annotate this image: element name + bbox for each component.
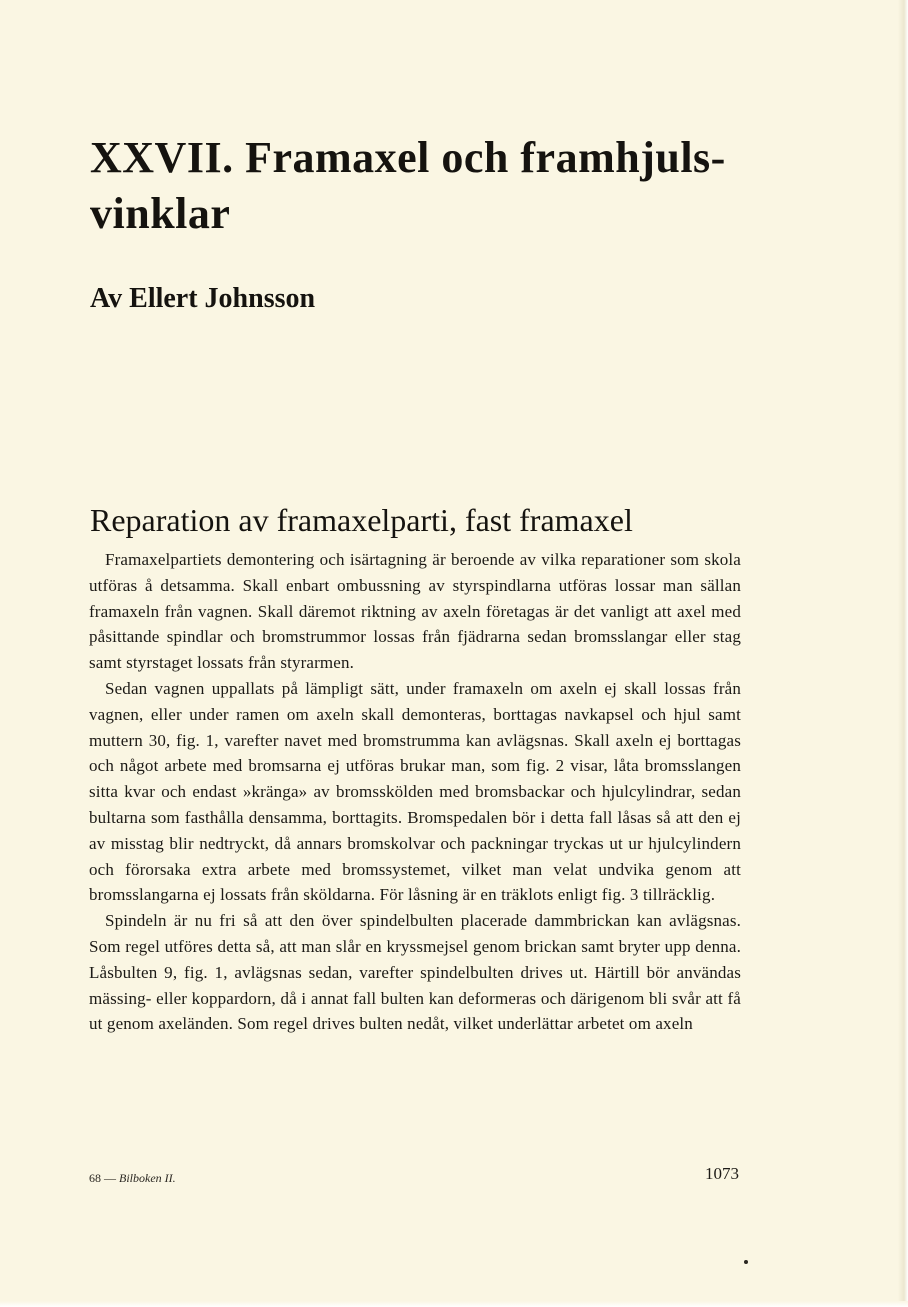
chapter-title: XXVII. Framaxel och framhjuls-vinklar [90,133,726,238]
section-heading: Reparation av framaxelparti, fast framaxel [90,502,633,538]
page-edge [898,0,908,1307]
body-text [89,547,741,1037]
page-number: 1073 [705,1164,739,1183]
paragraph-2: Sedan vagnen uppallats på lämpligt sätt, under framaxeln om axeln ej skall lossas från vagnen, eller under ramen om axeln skall demonteras, borttagas navkapsel och hjul samt muttern 30, fig. 1, varefter navet med bromstrumma kan avlägsnas. Skall axeln ej borttagas och något arbete med bromsarna ej utföras brukar man, som fig. 2 visar, låta bromsslangen sitta kvar och endast »kränga» av bromsskölden med bromsbackar och hjulcylindrar, sedan bultarna som fasthålla densamma, borttagits. Bromspedalen bör i detta fall låsas så att den ej av misstag blir nedtryckt, då annars bromskolvar och packningar tryckas ut ur hjulcylindern och förorsaka extra arbete med bromssystemet, vilket man velat undvika genom att bromsslangarna ej lossats från sköldarna. För låsning är en träklots enligt fig. 3 tillräcklig. [89,678,741,905]
ink-speck [744,1260,748,1264]
footer-signature [89,1170,176,1186]
page-bottom-edge [0,1301,908,1307]
series-title: Bilboken II. [119,1171,176,1185]
author-byline: Av Ellert Johnsson [90,283,316,314]
footer-dash: — [101,1171,119,1185]
sheet-number: 68 [89,1171,101,1185]
paragraph-3: Spindeln är nu fri så att den över spindelbulten placerade dammbrickan kan avlägsnas. Som regel utföres detta så, att man slår en kryssmejsel genom brickan samt bryter upp denna. Låsbulten 9, fig. 1, avlägsnas sedan, varefter spindelbulten drives ut. Härtill bör användas mässing- eller koppardorn, då i annat fall bulten kan deformeras och därigenom bli svår att få ut genom axeländen. Som regel drives bulten nedåt, vilket underlättar arbetet om axeln [89,911,741,1034]
paragraph-1: Framaxelpartiets demontering och isärtagning är beroende av vilka reparationer som skola utföras å detsamma. Skall enbart ombussning av styrspindlarna utföras lossar man sällan framaxeln från vagnen. Skall däremot riktning av axeln företagas är det vanligt att axel med påsittande spindlar och bromstrummor lossas från fjädrarna sedan bromsslangar eller stag samt styrstaget lossats från styrarmen. [89,550,741,673]
